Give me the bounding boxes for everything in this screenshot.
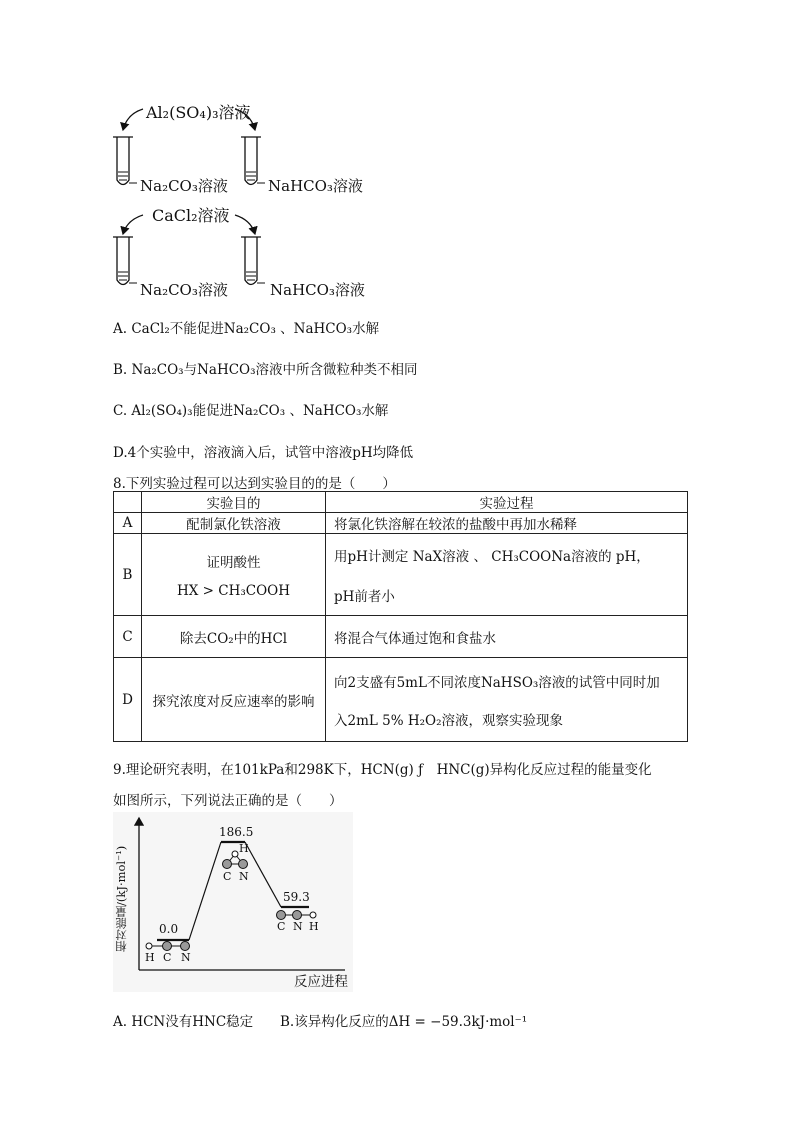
tube-na2co3-label: Na₂CO₃溶液 (140, 177, 228, 195)
row-label: A (114, 513, 142, 534)
q9-option-b: B.该异构化反应的ΔH = −59.3kJ·mol⁻¹ (280, 1014, 528, 1030)
atom-label-c-right: C (277, 920, 286, 933)
q9-stem-line-2: 如图所示，下列说法正确的是（ ） (113, 793, 343, 809)
atom-label-c: C (163, 951, 172, 964)
process-line-2: pH前者小 (334, 588, 395, 605)
q9-stem-line-1: 9.理论研究表明，在101kPa和298K下，HCN(g) ƒ HNC(g)异构化反应过程的能量变化 (113, 762, 652, 778)
table-row (114, 616, 688, 658)
tube-nahco3-label-2: NaHCO₃溶液 (270, 281, 365, 299)
q8-stem: 8.下列实验过程可以达到实验目的的是（ ） (113, 476, 396, 492)
tube-na2co3-label-2: Na₂CO₃溶液 (140, 281, 228, 299)
purpose-line-1: 证明酸性 (206, 554, 261, 571)
row-process: 将氯化铁溶解在较浓的盐酸中再加水稀释 (326, 513, 688, 534)
atom-label-h: H (145, 951, 155, 964)
experiment-table (113, 491, 688, 742)
row-label: C (114, 616, 142, 658)
atom-label-h-right: H (309, 920, 319, 933)
q7-option-d: D.4个实验中，溶液滴入后，试管中溶液pH均降低 (113, 445, 414, 461)
q7-option-c: C. Al₂(SO₄)₃能促进Na₂CO₃ 、NaHCO₃水解 (113, 403, 389, 419)
purpose-line-2: HX > CH₃COOH (176, 582, 291, 599)
table-header-purpose: 实验目的 (142, 492, 326, 513)
process-line-1: 用pH计测定 NaX溶液 、 CH₃COONa溶液的 pH， (334, 548, 650, 565)
table-row (114, 513, 688, 534)
row-process (326, 534, 688, 616)
table-header-blank (114, 492, 142, 513)
atom-label-n-mid: N (239, 870, 249, 883)
q9-option-a: A. HCN没有HNC稳定 (113, 1014, 254, 1030)
row-process (326, 658, 688, 742)
row-label: B (114, 534, 142, 616)
level-label-left: 0.0 (159, 922, 179, 936)
table-row (114, 658, 688, 742)
table-header-process: 实验过程 (326, 492, 688, 513)
atom-label-c-mid: C (223, 870, 232, 883)
row-purpose: 除去CO₂中的HCl (142, 616, 326, 658)
process-line-2: 入2mL 5% H₂O₂溶液，观察实验现象 (334, 712, 564, 729)
q7-option-b: B. Na₂CO₃与NaHCO₃溶液中所含微粒种类不相同 (113, 362, 418, 378)
atom-label-n-right: N (293, 920, 303, 933)
tube-nahco3-label: NaHCO₃溶液 (268, 177, 363, 195)
row-purpose: 配制氯化铁溶液 (142, 513, 326, 534)
row-purpose: 探究浓度对反应速率的影响 (142, 658, 326, 742)
x-axis-label: 反应进程 (294, 974, 348, 990)
row-process: 将混合气体通过饱和食盐水 (326, 616, 688, 658)
level-label-mid: 186.5 (219, 825, 254, 839)
table-header-row (114, 492, 688, 513)
al2so43-label: Al₂(SO₄)₃溶液 (146, 103, 251, 122)
cacl2-label: CaCl₂溶液 (152, 206, 230, 225)
process-line-1: 向2支盛有5mL不同浓度NaHSO₃溶液的试管中同时加 (334, 674, 660, 691)
row-purpose (142, 534, 326, 616)
energy-diagram (113, 812, 353, 992)
y-axis-label: 相对能量/(kJ·mol⁻¹) (114, 845, 128, 953)
row-label: D (114, 658, 142, 742)
level-label-right: 59.3 (283, 890, 310, 904)
atom-label-n: N (181, 951, 191, 964)
atom-label-h-mid: H (239, 842, 249, 855)
q7-option-a: A. CaCl₂不能促进Na₂CO₃ 、NaHCO₃水解 (113, 321, 380, 337)
test-tube-figure (105, 92, 395, 307)
table-row (114, 534, 688, 616)
